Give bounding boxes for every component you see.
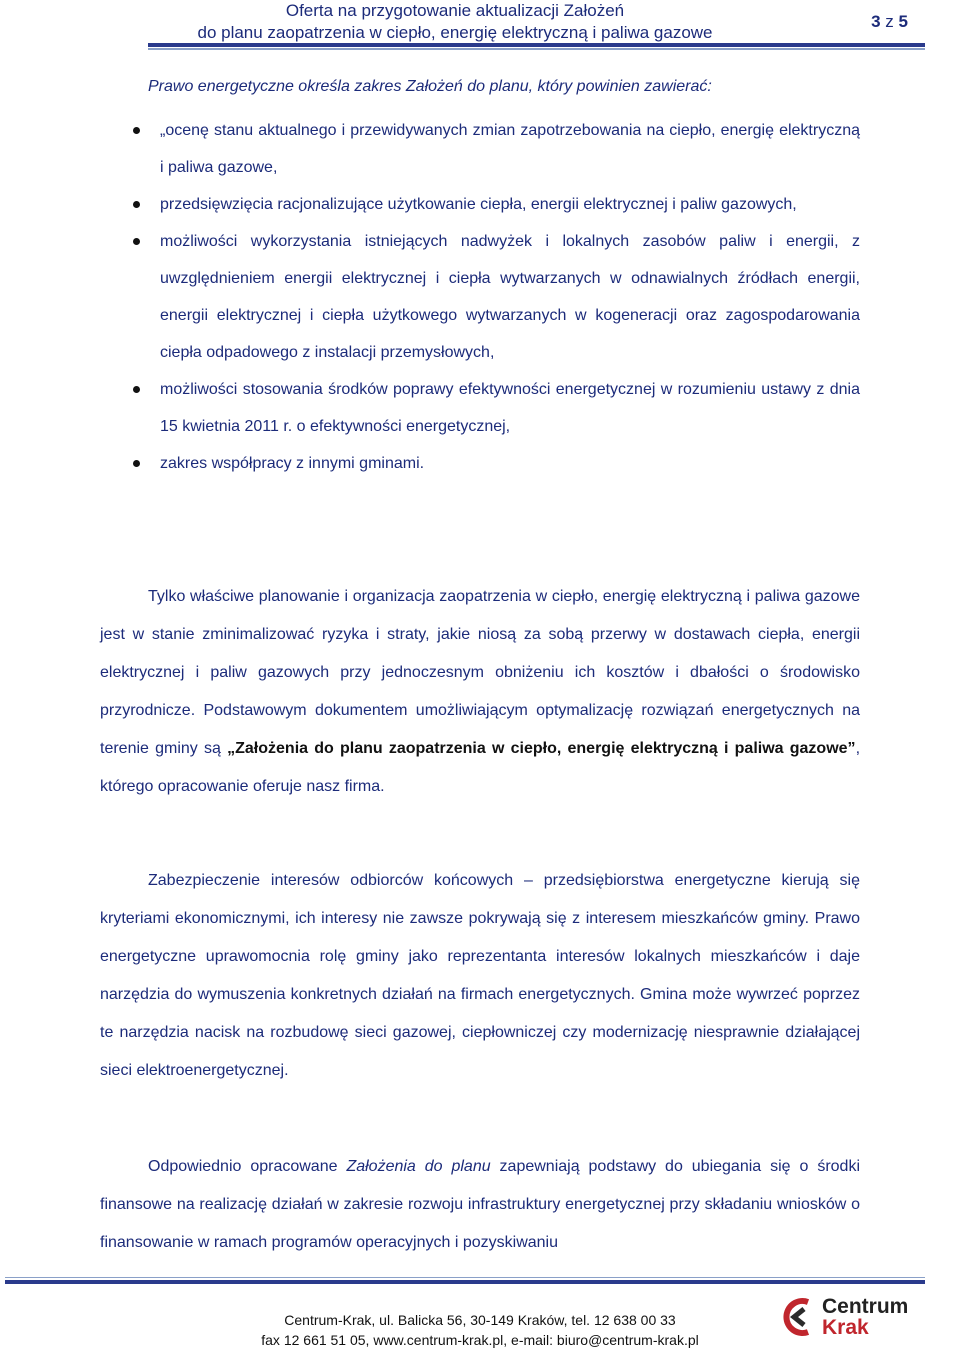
header-rule-thin xyxy=(148,48,925,50)
list-item: zakres współpracy z innymi gminami. xyxy=(130,445,860,482)
document-title-line2: do planu zaopatrzenia w ciepło, energię elektryczną i paliwa gazowe xyxy=(197,23,713,42)
document-name-italic: Założenia do planu xyxy=(346,1158,491,1175)
document-name-bold: „Założenia do planu zaopatrzenia w ciepło, energię elektryczną i paliwa gazowe” xyxy=(227,740,856,757)
footer-address: Centrum-Krak, ul. Balicka 56, 30-149 Kraków, tel. 12 638 00 33 xyxy=(284,1312,676,1328)
list-item: przedsięwzięcia racjonalizujące użytkowanie ciepła, energii elektrycznej i paliw gazowych, xyxy=(130,186,860,223)
intro-text: Prawo energetyczne określa zakres Założeń do planu, który powinien zawierać: xyxy=(148,78,712,95)
logo-line2: Krak xyxy=(822,1316,869,1339)
paragraph-text: , którego opracowanie oferuje nasz firma. xyxy=(100,740,861,795)
footer-rule-thin xyxy=(5,1277,925,1278)
list-item: możliwości wykorzystania istniejących nadwyżek i lokalnych zasobów paliw i energii, z uwzględnieniem energii elektrycznej i ciepła wytwarzanych w odnawialnych źródłach energii, energii elektrycznej i ciepła użytkowego wytwarzanych w kogeneracji oraz zagospodarowania ciepła odpadowego z instalacji przemysłowych, xyxy=(130,223,860,371)
page-header xyxy=(0,0,960,52)
paragraph-text: zapewniają podstawy do ubiegania się o środki finansowe na realizację działań w zakresie rozwoju infrastruktury energetycznej przy składaniu wniosków o finansowanie w ramach programów operacyjnych i pozyskiwaniu xyxy=(100,1158,860,1251)
page-total: 5 xyxy=(898,12,908,31)
footer-contact xyxy=(200,1310,760,1350)
bullet-list xyxy=(130,112,860,482)
company-logo xyxy=(778,1296,918,1340)
paragraph-consumers: Zabezpieczenie interesów odbiorców końcowych – przedsiębiorstwa energetyczne kierują się kryteriami ekonomicznymi, ich interesy nie zawsze pokrywają się z interesem mieszkańców gminy. Prawo energetyczne uprawomocnia rolę gminy jako reprezentanta interesów lokalnych mieszkańców i daje narzędzia do wymuszenia konkretnych działań na firmach energetycznych. Gmina może wywrzeć poprzez te narzędzia nacisk na rozbudowę sieci gazowej, ciepłowniczej czy modernizację niesprawnie działającej sieci elektroenergetycznej. xyxy=(100,872,860,1079)
paragraph-text: Tylko właściwe planowanie i organizacja zaopatrzenia w ciepło, energię elektryczną i paliwa gazowe jest w stanie zminimalizować ryzyka i straty, jakie niosą za sobą przerwy w dostawach ciepła, energii elektrycznej i paliw gazowych przy jednoczesnym obniżeniu ich kosztów i dbałości o środowisko przyrodnicze. Podstawowym dokumentem umożliwiającym optymalizację rozwiązań energetycznych na terenie gminy są xyxy=(100,588,860,757)
document-title-line1: Oferta na przygotowanie aktualizacji Założeń xyxy=(285,1,625,20)
header-rule xyxy=(148,43,925,47)
paragraph-planning xyxy=(100,578,860,806)
page-current: 3 xyxy=(871,12,881,31)
document-title xyxy=(150,0,760,44)
list-item: „ocenę stanu aktualnego i przewidywanych zmian zapotrzebowania na ciepło, energię elektryczną i paliwa gazowe, xyxy=(130,112,860,186)
logo-line1: Centrum xyxy=(822,1295,909,1318)
page-number xyxy=(871,12,908,32)
list-item: możliwości stosowania środków poprawy efektywności energetycznej w rozumieniu ustawy z dnia 15 kwietnia 2011 r. o efektywności energetycznej, xyxy=(130,371,860,445)
paragraph-text: Odpowiednio opracowane xyxy=(148,1158,347,1175)
page-separator: z xyxy=(885,12,894,31)
footer-rule xyxy=(5,1280,925,1284)
footer-contact-line: fax 12 661 51 05, www.centrum-krak.pl, e-mail: biuro@centrum-krak.pl xyxy=(261,1332,699,1348)
logo-mark-icon xyxy=(778,1296,818,1338)
paragraph-funding xyxy=(100,1148,860,1262)
logo-text xyxy=(822,1296,908,1338)
